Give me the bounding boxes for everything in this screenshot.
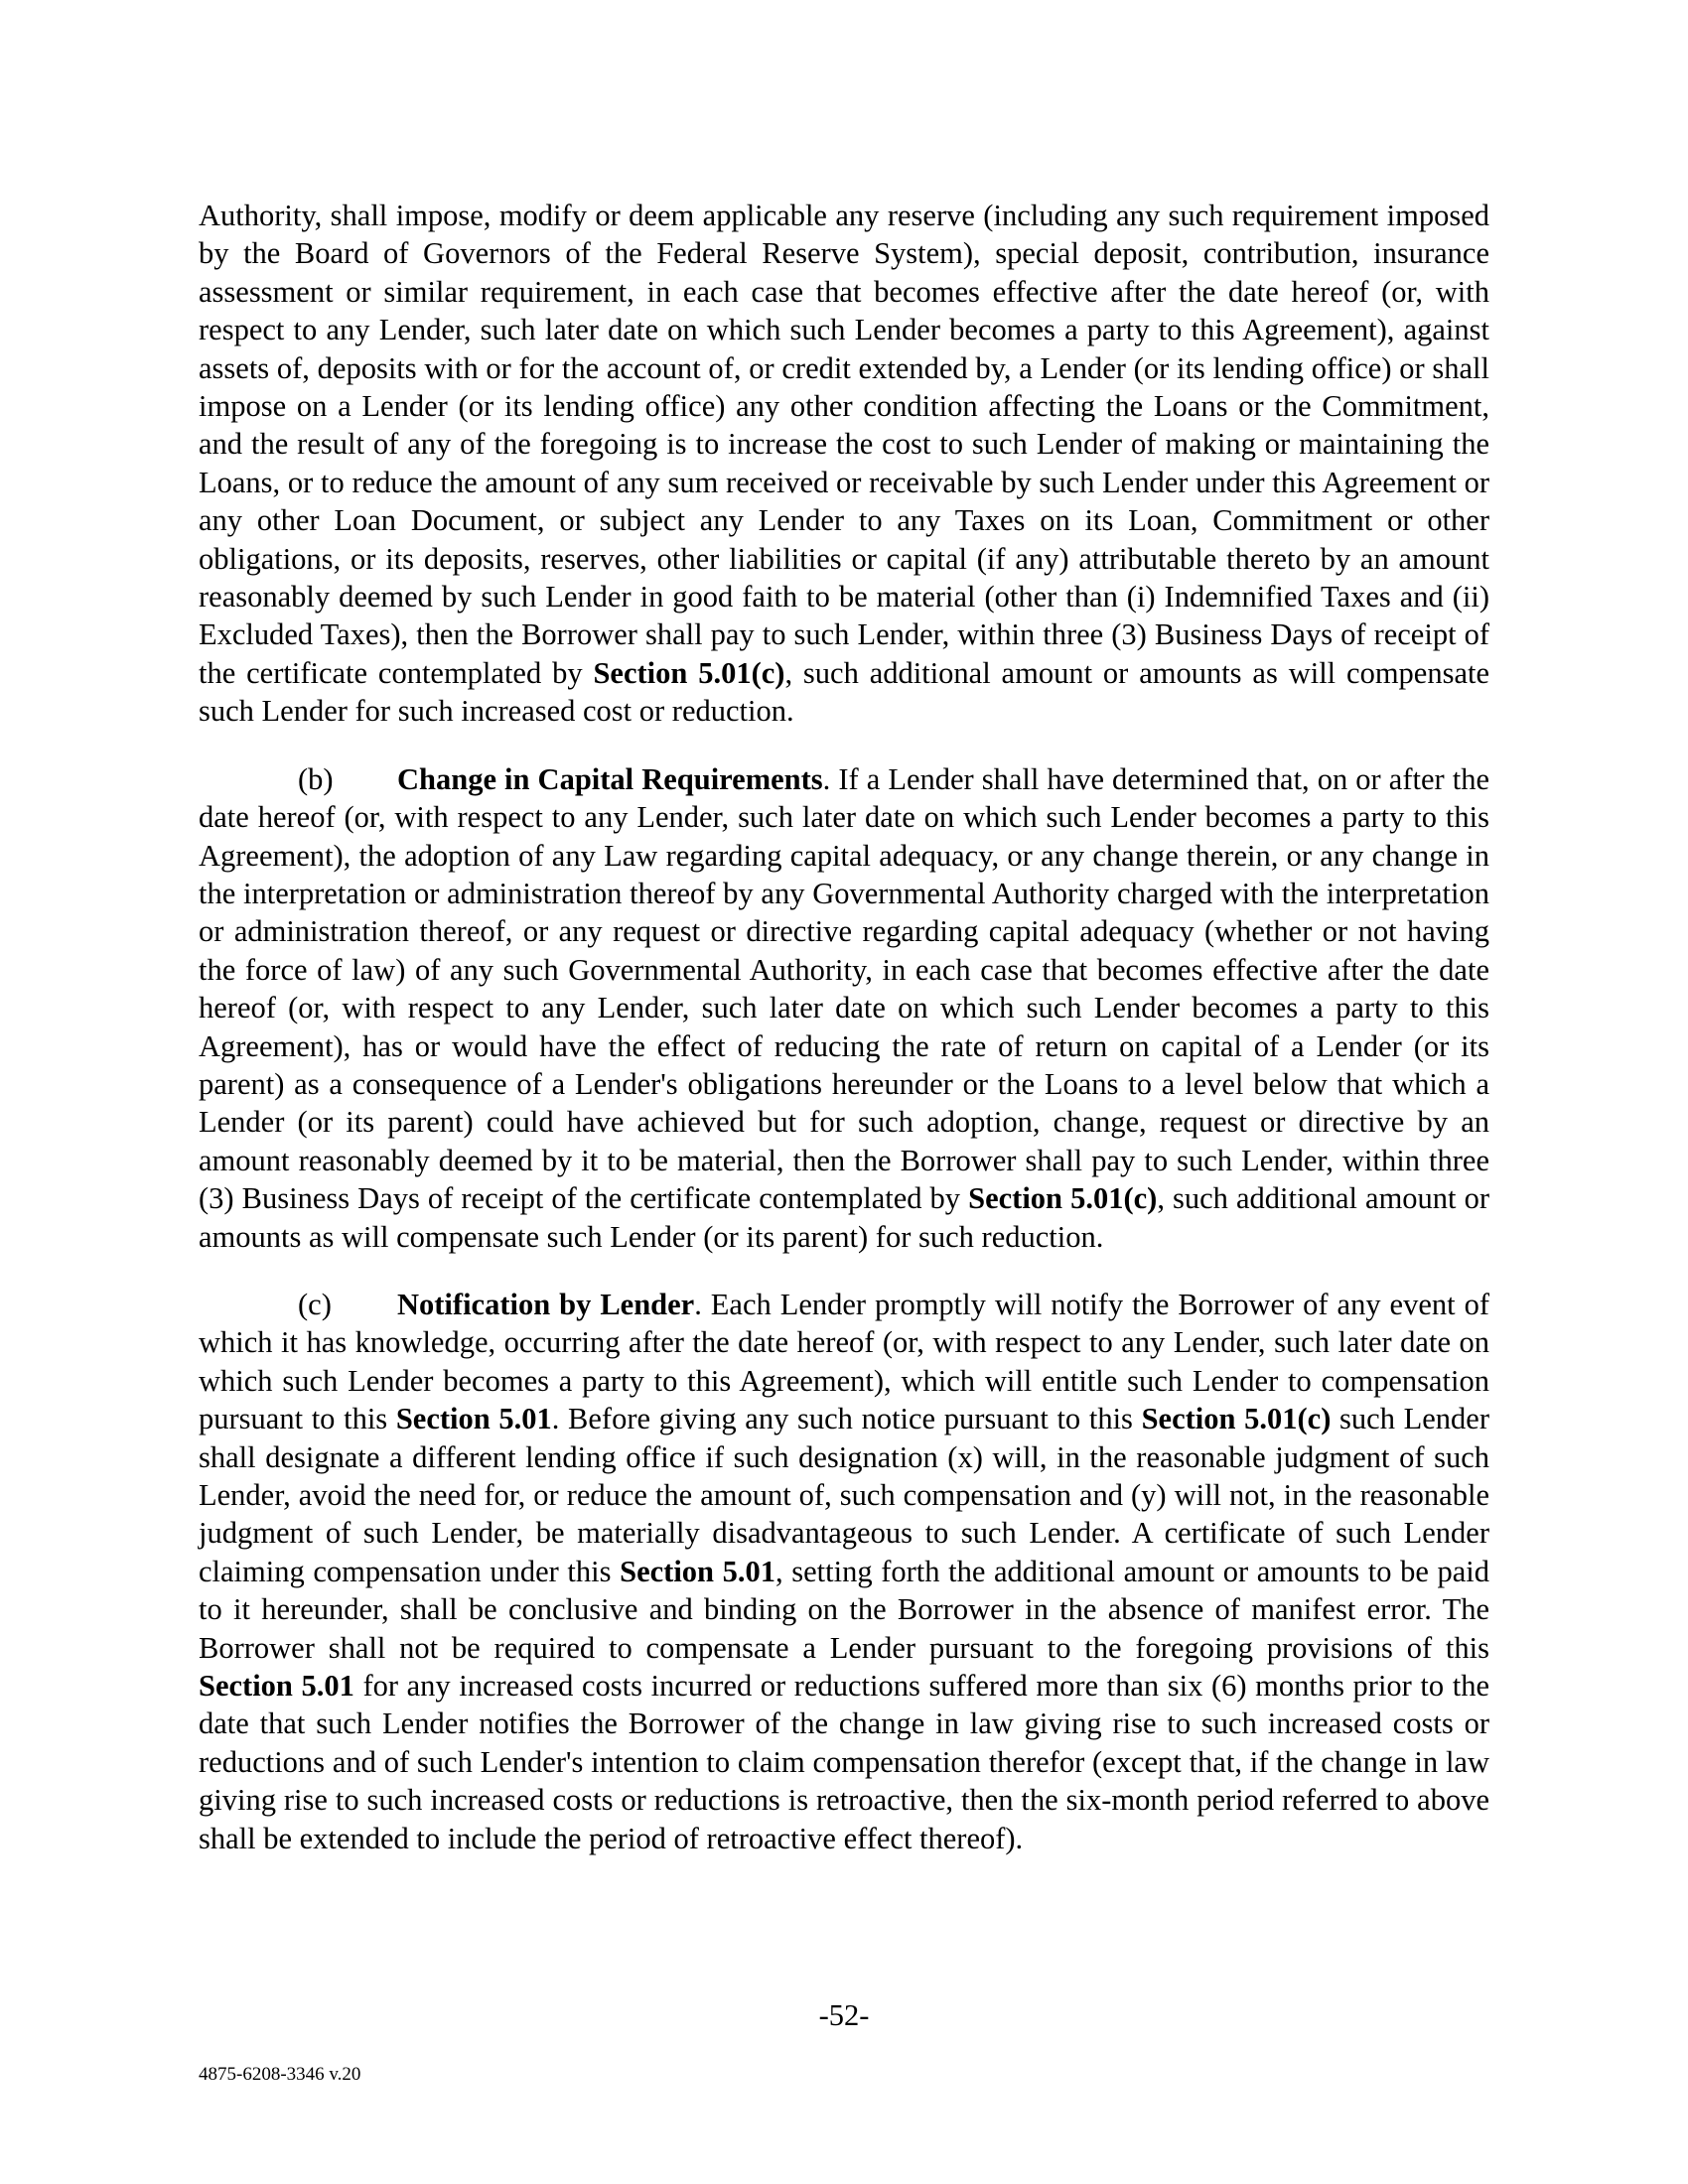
- text-run: such Lender shall designate a different lending office if such designation (x) will, in the reasonable judgment of such Lender, avoid the need for, or reduce the amount of, such compensation and (y) will not, in the reasonable judgment of such Lender, be materially disadvantageous to such Lender. A certificate of such Lender claiming compensation under this: [199, 1402, 1489, 1588]
- paragraph-heading: Change in Capital Requirements: [397, 761, 823, 796]
- paragraph-c: [199, 1286, 1489, 1857]
- text-run: . Each Lender promptly will notify the Borrower of any event of which it has knowledge, occurring after the date hereof (or, with respect to any Lender, such later date on which such Lender becomes a party to this Agreement), which will entitle such Lender to compensation pursuant to this: [199, 1287, 1489, 1436]
- page-number: -52-: [818, 1998, 870, 2032]
- paragraph-b: [199, 760, 1489, 1256]
- paragraph-label: (b): [298, 761, 334, 796]
- section-reference: Section 5.01: [395, 1402, 552, 1436]
- text-run: , such additional amount or amounts as will compensate such Lender for such increased cost or reduction.: [199, 655, 1489, 729]
- paragraph-continuation: [199, 197, 1489, 731]
- text-run: . If a Lender shall have determined that, on or after the date hereof (or, with respect to any Lender, such later date on which such Lender becomes a party to this Agreement), the adoption of any Law regarding capital adequacy, or any change therein, or any change in the interpretation or administration thereof by any Governmental Authority charged with the interpretation or administration thereof, or any request or directive regarding capital adequacy (whether or not having the force of law) of any such Governmental Authority, in each case that becomes effective after the date hereof (or, with respect to any Lender, such later date on which such Lender becomes a party to this Agreement), has or would have the effect of reducing the rate of return on capital of a Lender (or its parent) as a consequence of a Lender's obligations hereunder or the Loans to a level below that which a Lender (or its parent) could have achieved but for such adoption, change, request or directive by an amount reasonably deemed by it to be material, then the Borrower shall pay to such Lender, within three (3) Business Days of receipt of the certificate contemplated by: [199, 761, 1489, 1216]
- paragraph-label: (c): [298, 1287, 332, 1321]
- text-run: , such additional amount or amounts as will compensate such Lender (or its parent) for such reduction.: [199, 1181, 1489, 1254]
- text-run: Authority, shall impose, modify or deem applicable any reserve (including any such requirement imposed by the Board of Governors of the Federal Reserve System), special deposit, contribution, insurance assessment or similar requirement, in each case that becomes effective after the date hereof (or, with respect to any Lender, such later date on which such Lender becomes a party to this Agreement), against assets of, deposits with or for the account of, or credit extended by, a Lender (or its lending office) or shall impose on a Lender (or its lending office) any other condition affecting the Loans or the Commitment, and the result of any of the foregoing is to increase the cost to such Lender of making or maintaining the Loans, or to reduce the amount of any sum received or receivable by such Lender under this Agreement or any other Loan Document, or subject any Lender to any Taxes on its Loan, Commitment or other obligations, or its deposits, reserves, other liabilities or capital (if any) attributable thereto by an amount reasonably deemed by such Lender in good faith to be material (other than (i) Indemnified Taxes and (ii) Excluded Taxes), then the Borrower shall pay to such Lender, within three (3) Business Days of receipt of the certificate contemplated by: [199, 199, 1489, 690]
- section-reference: Section 5.01(c): [593, 655, 785, 690]
- text-run: , setting forth the additional amount or amounts to be paid to it hereunder, shall be conclusive and binding on the Borrower in the absence of manifest error. The Borrower shall not be required to compensate a Lender pursuant to the foregoing provisions of this: [199, 1554, 1490, 1665]
- section-reference: Section 5.01(c): [1141, 1402, 1332, 1436]
- document-id: 4875-6208-3346 v.20: [199, 2064, 361, 2085]
- section-reference: Section 5.01(c): [968, 1181, 1158, 1216]
- text-run: for any increased costs incurred or reductions suffered more than six (6) months prior to the date that such Lender notifies the Borrower of the change in law giving rise to such increased costs or reductions and of such Lender's intention to claim compensation therefor (except that, if the change in law giving rise to such increased costs or reductions is retroactive, then the six-month period referred to above shall be extended to include the period of retroactive effect thereof).: [199, 1669, 1489, 1855]
- section-reference: Section 5.01: [620, 1554, 776, 1588]
- section-reference: Section 5.01: [199, 1669, 354, 1704]
- text-run: . Before giving any such notice pursuant to this: [551, 1402, 1142, 1436]
- body-text: [199, 197, 1489, 1887]
- paragraph-heading: Notification by Lender: [397, 1287, 695, 1321]
